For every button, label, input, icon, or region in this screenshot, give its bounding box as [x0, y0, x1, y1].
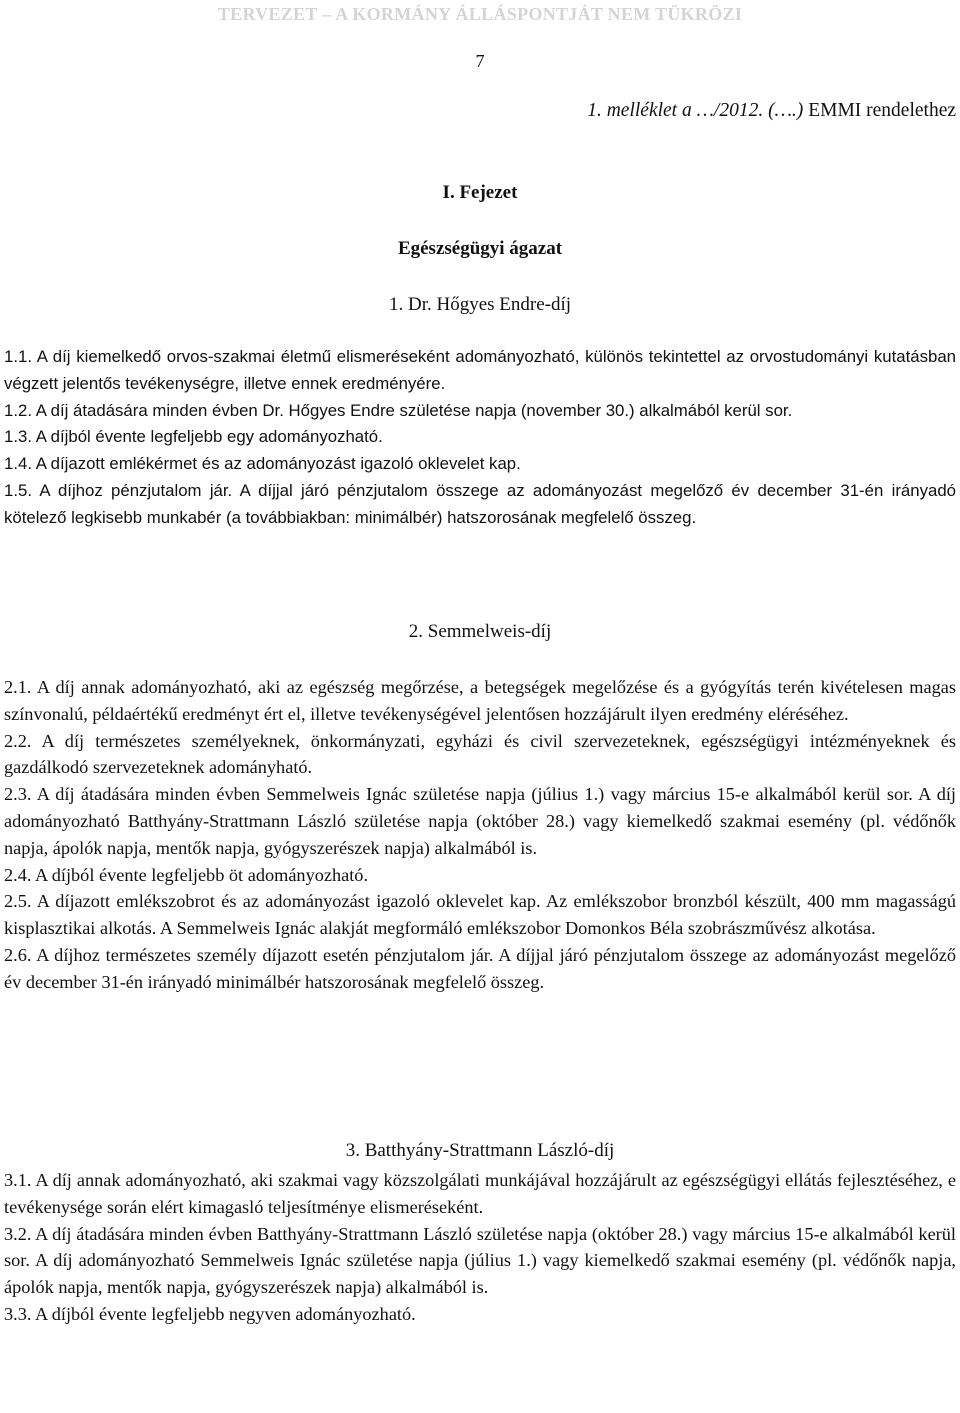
paragraph-2-5: 2.5. A díjazott emlékszobrot és az adományozást igazoló oklevelet kap. Az emlékszobor bronzból készült, 400 mm magasságú kisplasztikai alkotás. A Semmelweis Ignác alakját megformáló emlékszobor Domonkos Béla szobrászművész alkotása. — [4, 891, 956, 939]
paragraph-2-1: 2.1. A díj annak adományozható, aki az egészség megőrzése, a betegségek megelőzése és a gyógyítás terén kivételesen magas színvonalú, példaértékű eredményt ért el, illetve tevékenységével jelentősen hozzájárult ilyen eredmény eléréséhez. — [4, 677, 956, 724]
paragraph-1-3: 1.3. A díjból évente legfeljebb egy adományozható. — [4, 427, 383, 447]
section-body-semmelweis — [4, 674, 956, 996]
paragraph-2-3: 2.3. A díj átadására minden évben Semmelweis Ignác születése napja (július 1.) vagy március 15-e alkalmából kerül sor. A díj adományozható Batthyány-Strattmann László születése napja (október 28.) vagy kiemelkedő szakmai esemény (pl. védőnők napja, ápolók napja, mentők napja, gyógyszerészek napja) alkalmából is. — [4, 784, 956, 858]
section-body-batthyany — [4, 1167, 956, 1328]
paragraph-3-3: 3.3. A díjból évente legfeljebb negyven adományozható. — [4, 1303, 416, 1324]
paragraph-1-5: 1.5. A díjhoz pénzjutalom jár. A díjjal járó pénzjutalom összege az adományozást megelőző év december 31-én irányadó kötelező legkisebb munkabér (a továbbiakban: minimálbér) hatszorosának megfelelő összeg. — [4, 480, 956, 527]
annex-reference-rest: EMMI rendelethez — [803, 100, 956, 121]
chapter-subtitle: Egészségügyi ágazat — [397, 238, 563, 259]
annex-reference-italic: 1. melléklet a …/2012. (….) — [587, 100, 804, 121]
paragraph-1-2: 1.2. A díj átadására minden évben Dr. Hőgyes Endre születése napja (november 30.) alkalmából kerül sor. — [4, 400, 793, 420]
section-title-hogyes: 1. Dr. Hőgyes Endre-díj — [388, 294, 572, 315]
section-title-batthyany: 3. Batthyány-Strattmann László-díj — [345, 1140, 615, 1161]
chapter-title: I. Fejezet — [442, 182, 518, 203]
annex-reference — [587, 100, 956, 122]
page-number: 7 — [475, 51, 485, 71]
section-body-hogyes — [4, 344, 956, 532]
paragraph-2-4: 2.4. A díjból évente legfeljebb öt adományozható. — [4, 864, 369, 885]
paragraph-3-1: 3.1. A díj annak adományozható, aki szakmai vagy közszolgálati munkájával hozzájárult az egészségügyi ellátás fejlesztéséhez, e tevékenysége során elért kimagasló teljesítménye elismeréseként. — [4, 1170, 956, 1217]
paragraph-3-2: 3.2. A díj átadására minden évben Batthyány-Strattmann László születése napja (október 28.) vagy március 15-e alkalmából kerül sor. A díj adományozható Semmelweis Ignác születése napja (július 1.) vagy kiemelkedő szakmai esemény (pl. védőnők napja, ápolók napja, mentők napja, gyógyszerészek napja) alkalmából is. — [4, 1223, 956, 1298]
paragraph-2-2: 2.2. A díj természetes személyeknek, önkormányzati, egyházi és civil szervezeteknek, egészségügyi intézményeknek és gazdálkodó szervezeteknek adományható. — [4, 730, 956, 778]
paragraph-1-4: 1.4. A díjazott emlékérmet és az adományozást igazoló oklevelet kap. — [4, 454, 521, 474]
section-title-semmelweis: 2. Semmelweis-díj — [408, 621, 552, 642]
paragraph-2-6: 2.6. A díjhoz természetes személy díjazott esetén pénzjutalom jár. A díjjal járó pénzjutalom összege az adományozást megelőző év december 31-én irányadó minimálbér hatszorosának megfelelő összeg. — [4, 944, 956, 992]
paragraph-1-1: 1.1. A díj kiemelkedő orvos-szakmai életmű elismeréseként adományozható, különös tekintettel az orvostudományi kutatásban végzett jelentős tevékenységre, illetve ennek eredményére. — [4, 347, 956, 393]
draft-watermark: TERVEZET – A KORMÁNY ÁLLÁSPONTJÁT NEM TÜKRÖZI — [217, 4, 743, 24]
